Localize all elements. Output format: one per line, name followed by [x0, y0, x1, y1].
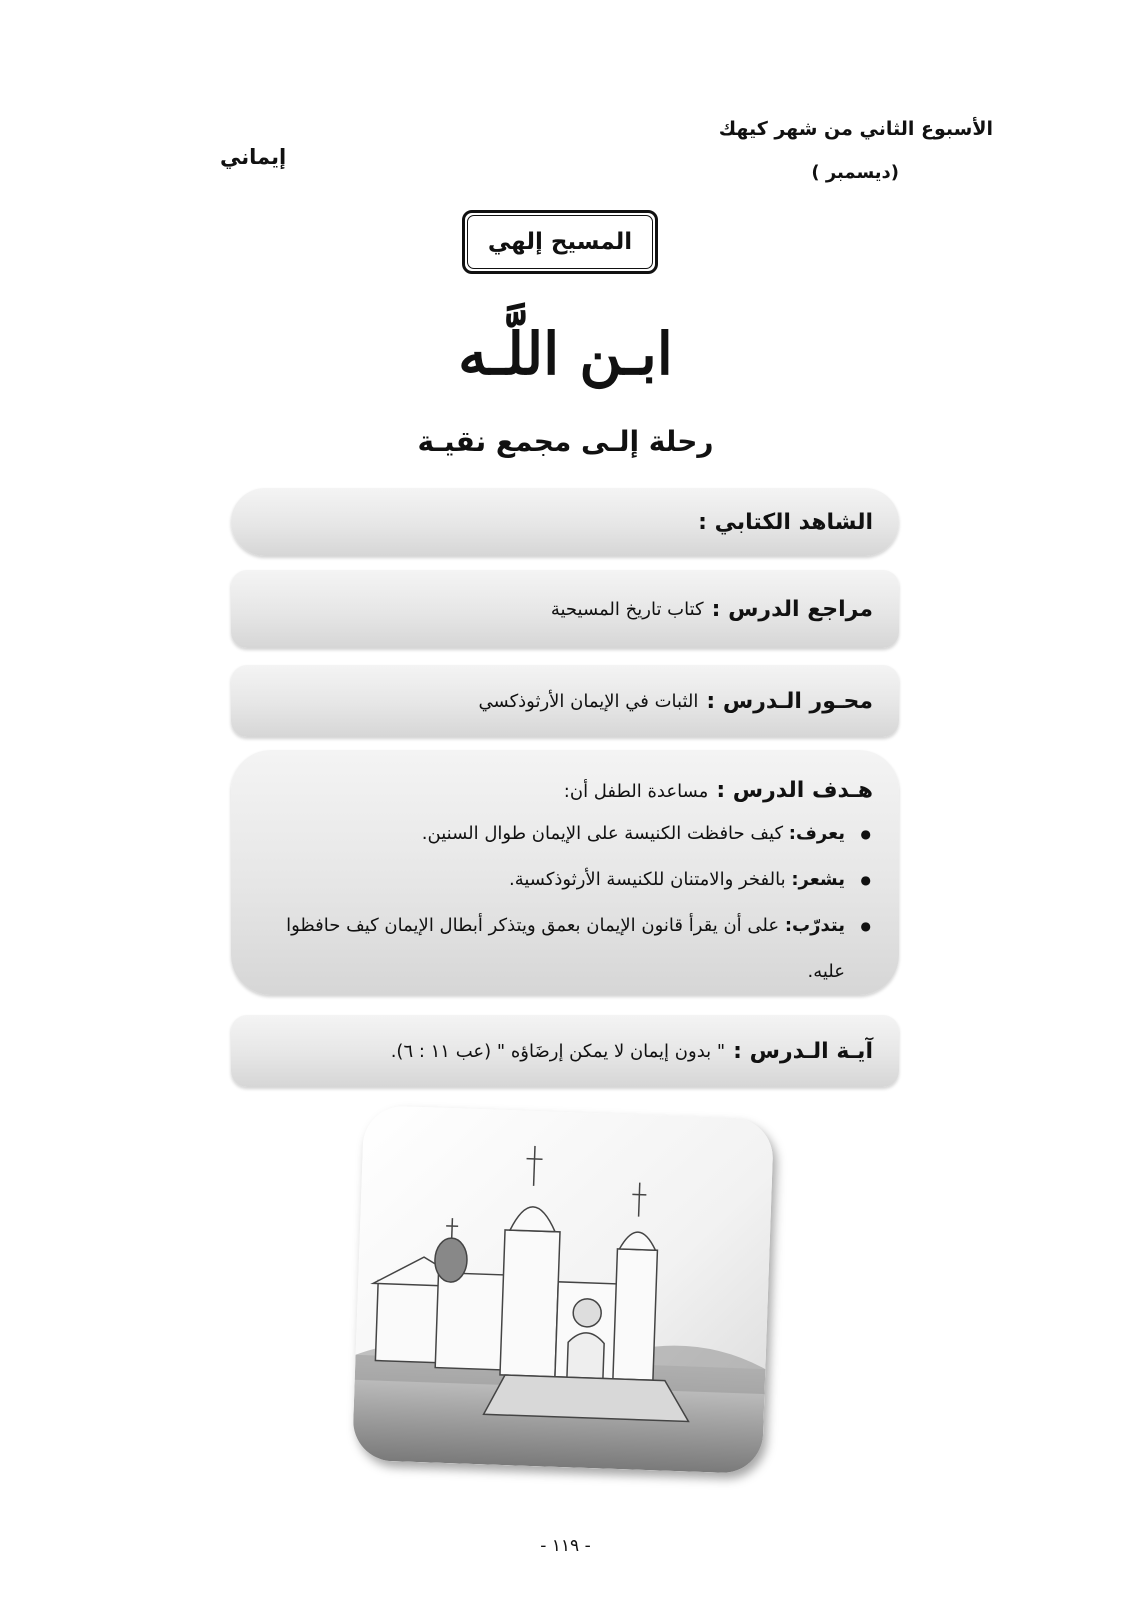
focus-panel	[231, 665, 899, 737]
lesson-title: ابـن اللَّـه	[458, 320, 673, 388]
goal-item-practice	[257, 903, 845, 995]
goal-key: يشعر:	[791, 869, 845, 890]
focus-value: الثبات في الإيمان الأرثوذكسي	[478, 690, 699, 712]
church-illustration	[352, 1105, 774, 1474]
goal-list	[257, 811, 873, 995]
references-value: كتاب تاريخ المسيحية	[550, 598, 704, 620]
scripture-label: الشاهد الكتابي :	[698, 509, 873, 535]
lesson-subtitle: رحلة إلـى مجمع نقيـة	[417, 425, 714, 458]
verse-label: آيـة الـدرس :	[733, 1038, 873, 1064]
goal-heading	[257, 778, 873, 803]
verse-panel	[231, 1015, 899, 1087]
references-panel	[231, 570, 899, 648]
goal-panel	[231, 750, 899, 995]
goal-key: يتدرّب:	[784, 915, 845, 936]
goal-text: كيف حافظت الكنيسة على الإيمان طوال السنين.	[421, 823, 784, 844]
goal-item-know	[257, 811, 845, 857]
series-title: إيماني	[220, 145, 287, 169]
references-label: مراجع الدرس :	[711, 596, 873, 622]
unit-title-box	[462, 210, 658, 274]
page-number: - ١١٩ -	[540, 1536, 591, 1556]
goal-text: بالفخر والامتنان للكنيسة الأرثوذكسية.	[508, 869, 786, 890]
verse-value: " بدون إيمان لا يمكن إرضَاؤه " (عب ١١ : ٦).	[390, 1040, 726, 1062]
week-heading: الأسبوع الثاني من شهر كيهك	[718, 118, 993, 140]
goal-key: يعرف:	[788, 823, 845, 844]
goal-label: هـدف الدرس :	[716, 778, 873, 803]
scripture-panel	[231, 488, 899, 556]
goal-item-feel	[257, 857, 845, 903]
goal-text: على أن يقرأ قانون الإيمان بعمق ويتذكر أبطال الإيمان كيف حافظوا عليه.	[286, 915, 845, 982]
month-heading: (ديسمبر )	[811, 162, 899, 183]
church-drawing	[352, 1105, 774, 1474]
unit-title: المسيح إلهي	[467, 215, 653, 269]
goal-intro: مساعدة الطفل أن:	[563, 781, 709, 802]
focus-label: محـور الـدرس :	[706, 688, 873, 714]
